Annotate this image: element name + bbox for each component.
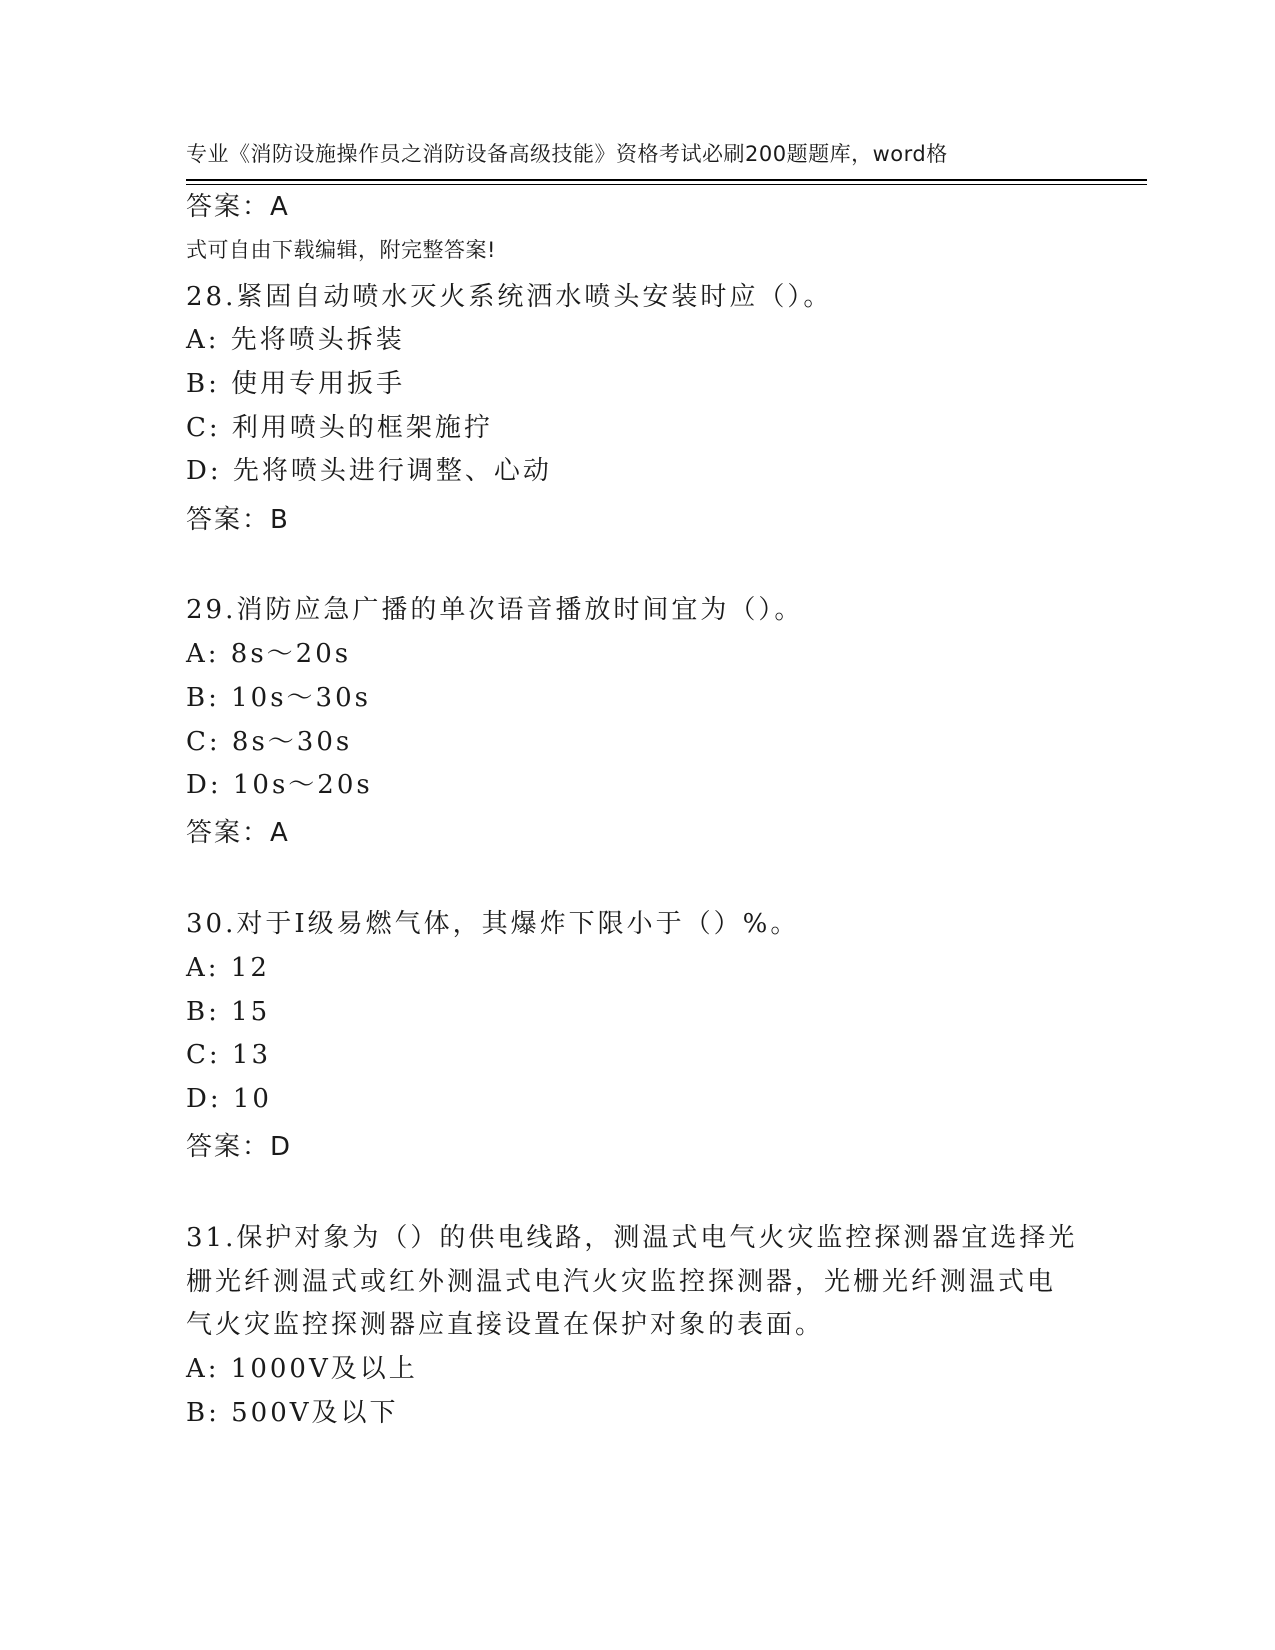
question-option: C: 利用喷头的框架施拧	[186, 413, 493, 443]
question-option: D: 10s～20s	[186, 770, 373, 800]
question-stem: 29.消防应急广播的单次语音播放时间宜为（）。	[186, 595, 804, 625]
answer-label: 答案：A	[186, 818, 290, 848]
question-option: C: 13	[186, 1040, 272, 1070]
answer-label: 答案：B	[186, 505, 290, 535]
question-stem-line: 31.保护对象为（）的供电线路，测温式电气火灾监控探测器宜选择光	[186, 1223, 1078, 1253]
header-rule-top	[186, 179, 1147, 181]
answer-label: 答案：D	[186, 1132, 293, 1162]
header-rule-bottom	[186, 184, 1147, 185]
question-option: D: 10	[186, 1084, 272, 1114]
question-option: A: 1000V及以上	[186, 1354, 418, 1384]
header-line-2: 式可自由下载编辑，附完整答案!	[186, 238, 496, 262]
question-stem-line: 气火灾监控探测器应直接设置在保护对象的表面。	[186, 1310, 825, 1340]
question-option: B: 500V及以下	[186, 1398, 399, 1428]
question-option: B: 15	[186, 997, 271, 1027]
question-option: A: 先将喷头拆装	[186, 325, 405, 355]
question-option: B: 使用专用扳手	[186, 369, 406, 399]
question-option: A: 12	[186, 953, 270, 983]
question-option: A: 8s～20s	[186, 639, 352, 669]
document-header	[186, 74, 1066, 298]
answer-label: 答案：A	[186, 192, 290, 222]
header-line-1: 专业《消防设施操作员之消防设备高级技能》资格考试必刷200题题库，word格	[186, 142, 948, 166]
question-stem-line: 栅光纤测温式或红外测温式电汽火灾监控探测器，光栅光纤测温式电	[186, 1267, 1057, 1297]
question-stem: 30.对于Ⅰ级易燃气体，其爆炸下限小于（）%。	[186, 909, 800, 939]
question-option: C: 8s～30s	[186, 727, 353, 757]
question-stem: 28.紧固自动喷水灭火系统洒水喷头安装时应（）。	[186, 282, 833, 312]
question-option: D: 先将喷头进行调整、心动	[186, 456, 552, 486]
question-option: B: 10s～30s	[186, 683, 371, 713]
